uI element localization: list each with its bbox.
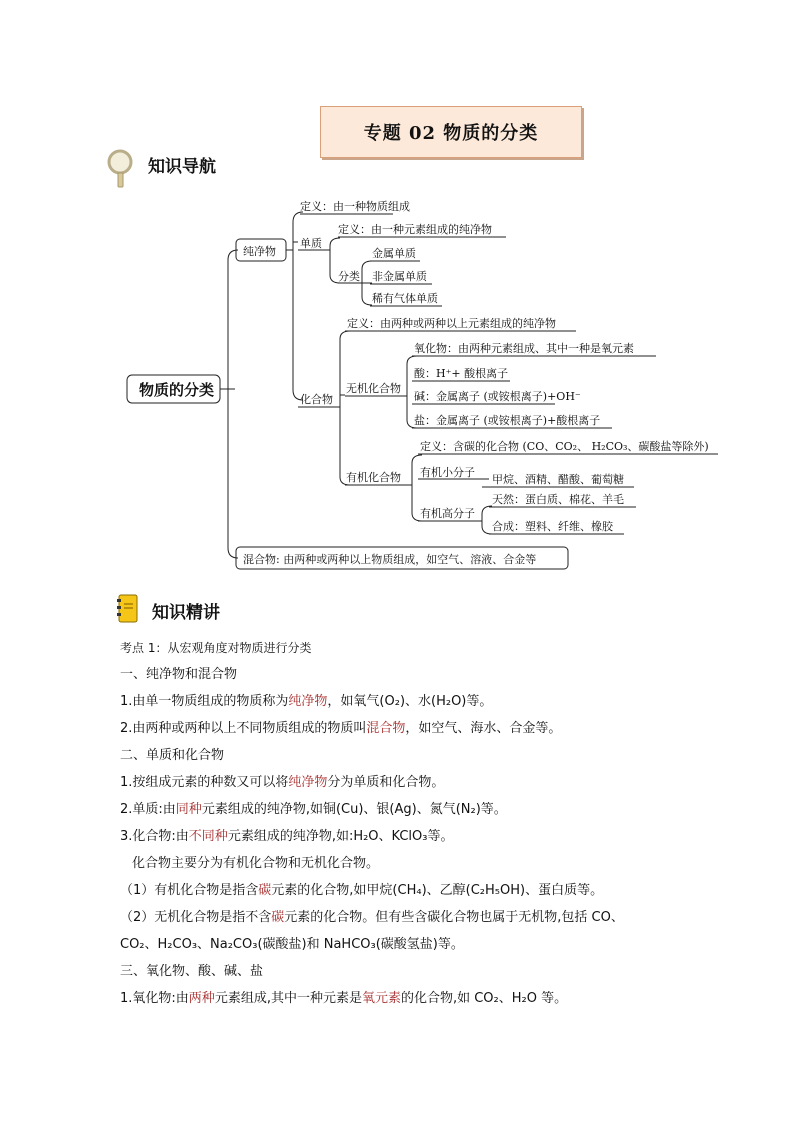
map-polymer: 有机高分子 [420,507,475,520]
map-metal: 金属单质 [372,247,416,260]
key-point-text: 从宏观角度对物质进行分类 [167,641,312,655]
key-point-label: 考点 1： [120,641,168,655]
map-inorganic: 无机化合物 [346,382,401,395]
heading-1: 一、纯净物和混合物 [120,667,238,682]
map-small-ex: 甲烷、酒精、醋酸、葡萄糖 [492,473,624,486]
map-element-def: 定义：由一种元素组成的纯净物 [338,223,492,236]
paragraph-4: 2.单质:由同种元素组成的纯净物,如铜(Cu)、银(Ag)、氮气(N₂)等。 [120,802,507,817]
map-synthetic: 合成：塑料、纤维、橡胶 [492,520,613,533]
map-nonmetal: 非金属单质 [372,270,427,283]
map-pure: 纯净物 [243,245,276,258]
paragraph-2: 2.由两种或两种以上不同物质组成的物质叫混合物，如空气、海水、合金等。 [120,721,562,736]
map-mixture: 混合物: 由两种或两种以上物质组成，如空气、溶液、合金等 [243,553,537,566]
section-heading-nav: 知识导航 [148,157,216,177]
key-point [120,638,740,658]
paragraph-10: 1.氧化物:由两种元素组成,其中一种元素是氧元素的化合物,如 CO₂、H₂O 等。 [120,991,568,1006]
paragraph-8: （2）无机化合物是指不含碳元素的化合物。但有些含碳化合物也属于无机物,包括 CO、 [120,910,624,925]
map-small: 有机小分子 [420,466,475,479]
page-title: 专题 02 物质的分类 [320,106,582,158]
notebook-icon [117,594,139,624]
map-compound: 化合物 [300,393,333,406]
paragraph-3: 1.按组成元素的种数又可以将纯净物分为单质和化合物。 [120,775,445,790]
map-oxide: 氧化物：由两种元素组成、其中一种是氧元素 [414,342,634,355]
paragraph-7: （1）有机化合物是指含碳元素的化合物,如甲烷(CH₄)、乙醇(C₂H₅OH)、蛋白质等。 [120,883,604,898]
paragraph-9: CO₂、H₂CO₃、Na₂CO₃(碳酸盐)和 NaHCO₃(碳酸氢盐)等。 [120,937,464,952]
map-noble: 稀有气体单质 [372,292,438,305]
map-element: 单质 [300,237,322,250]
map-root: 物质的分类 [139,381,215,399]
map-organic: 有机化合物 [346,471,401,484]
magnifier-icon [106,148,136,190]
map-compound-def: 定义：由两种或两种以上元素组成的纯净物 [347,317,556,330]
map-organic-def: 定义：含碳的化合物 (CO、CO₂、 H₂CO₃、碳酸盐等除外) [420,440,709,453]
map-base: 碱：金属离子 (或铵根离子)+OH⁻ [414,390,581,403]
map-salt: 盐：金属离子 (或铵根离子)+酸根离子 [414,414,601,427]
paragraph-1: 1.由单一物质组成的物质称为纯净物，如氧气(O₂)、水(H₂O)等。 [120,694,493,709]
paragraph-6: 化合物主要分为有机化合物和无机化合物。 [132,856,380,871]
map-classify: 分类 [338,270,360,283]
content-body [120,638,740,1016]
paragraph-5: 3.化合物:由不同种元素组成的纯净物,如:H₂O、KClO₃等。 [120,829,454,844]
heading-3: 三、氧化物、酸、碱、盐 [120,964,264,979]
map-pure-def: 定义：由一种物质组成 [300,200,410,213]
heading-2: 二、单质和化合物 [120,748,225,763]
map-natural: 天然：蛋白质、棉花、羊毛 [492,493,624,506]
section-heading-explain: 知识精讲 [152,603,220,623]
map-acid: 酸：H⁺+ 酸根离子 [414,367,509,380]
concept-map [0,190,794,575]
